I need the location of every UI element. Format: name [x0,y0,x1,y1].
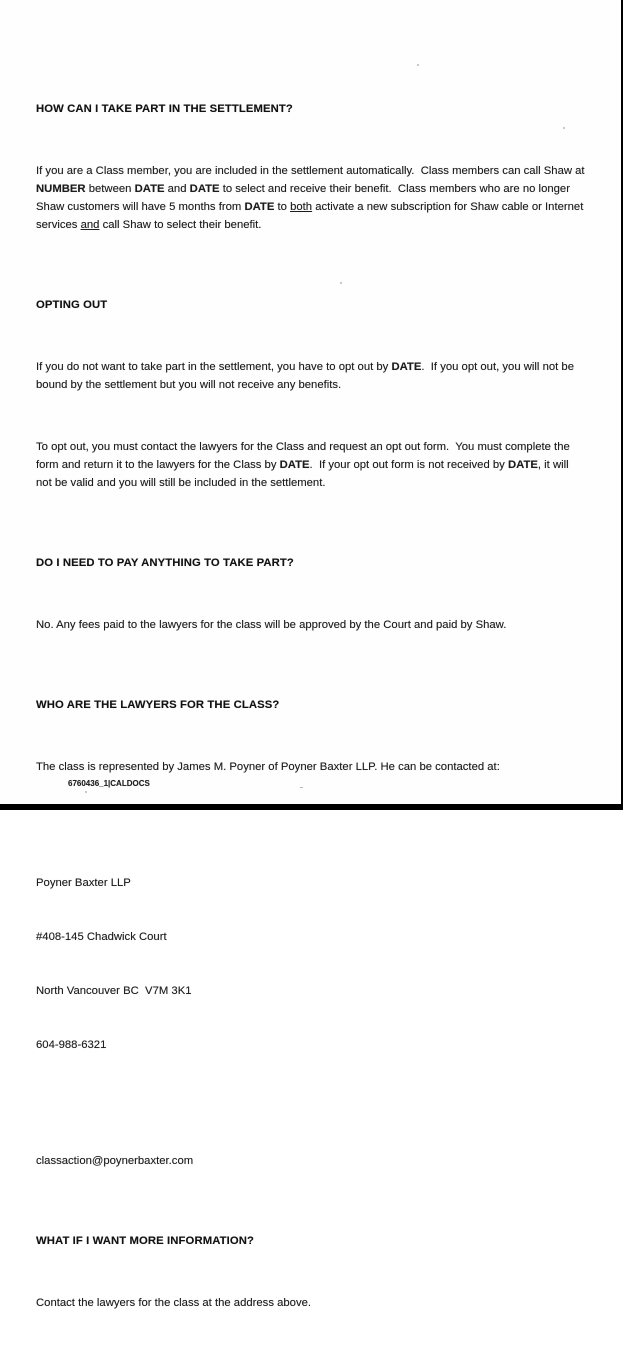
heading-do-i-need-to-pay: DO I NEED TO PAY ANYTHING TO TAKE PART? [36,557,294,569]
document-id-footer: 6760436_1|CALDOCS [68,779,150,788]
heading-who-are-the-lawyers: WHO ARE THE LAWYERS FOR THE CLASS? [36,699,280,711]
address-phone: 604-988-6321 [36,1039,107,1051]
heading-how-can-i-take-part: HOW CAN I TAKE PART IN THE SETTLEMENT? [36,103,293,115]
paragraph-opt-out-deadline: If you do not want to take part in the settlement, you have to opt out by DATE. If you opt out, you will not be bound by the settlement but you will not receive any benefits. [36,361,578,391]
paragraph-fees: No. Any fees paid to the lawyers for the class will be approved by the Court and paid by Shaw. [36,619,507,631]
scan-edge-bottom [0,804,623,810]
paragraph-contact-lawyers: Contact the lawyers for the class at the address above. [36,1297,312,1309]
paragraph-opt-out-form: To opt out, you must contact the lawyers for the Class and request an opt out form. You must complete the form and return it to the lawyers for the Class by DATE. If your opt out form is not received by DATE, it will not be valid and you will still be included in the settlement. [36,441,573,489]
address-street: #408-145 Chadwick Court [36,931,167,943]
address-city-postal: North Vancouver BC V7M 3K1 [36,985,192,997]
heading-more-information: WHAT IF I WANT MORE INFORMATION? [36,1235,255,1247]
address-firm-name: Poyner Baxter LLP [36,877,131,889]
address-block [36,838,585,1090]
paragraph-class-representation: The class is represented by James M. Poyner of Poyner Baxter LLP. He can be contacted at: [36,761,500,773]
paragraph-settlement-participation: If you are a Class member, you are included in the settlement automatically. Class members can call Shaw at NUMBER between DATE and DATE to select and receive their benefit. Class members who are no longer Shaw customers will have 5 months from DATE to both activate a new subscription for Shaw cable or Internet services and call Shaw to select their benefit. [36,165,588,231]
heading-opting-out: OPTING OUT [36,299,108,311]
email-address: classaction@poynerbaxter.com [36,1155,194,1167]
